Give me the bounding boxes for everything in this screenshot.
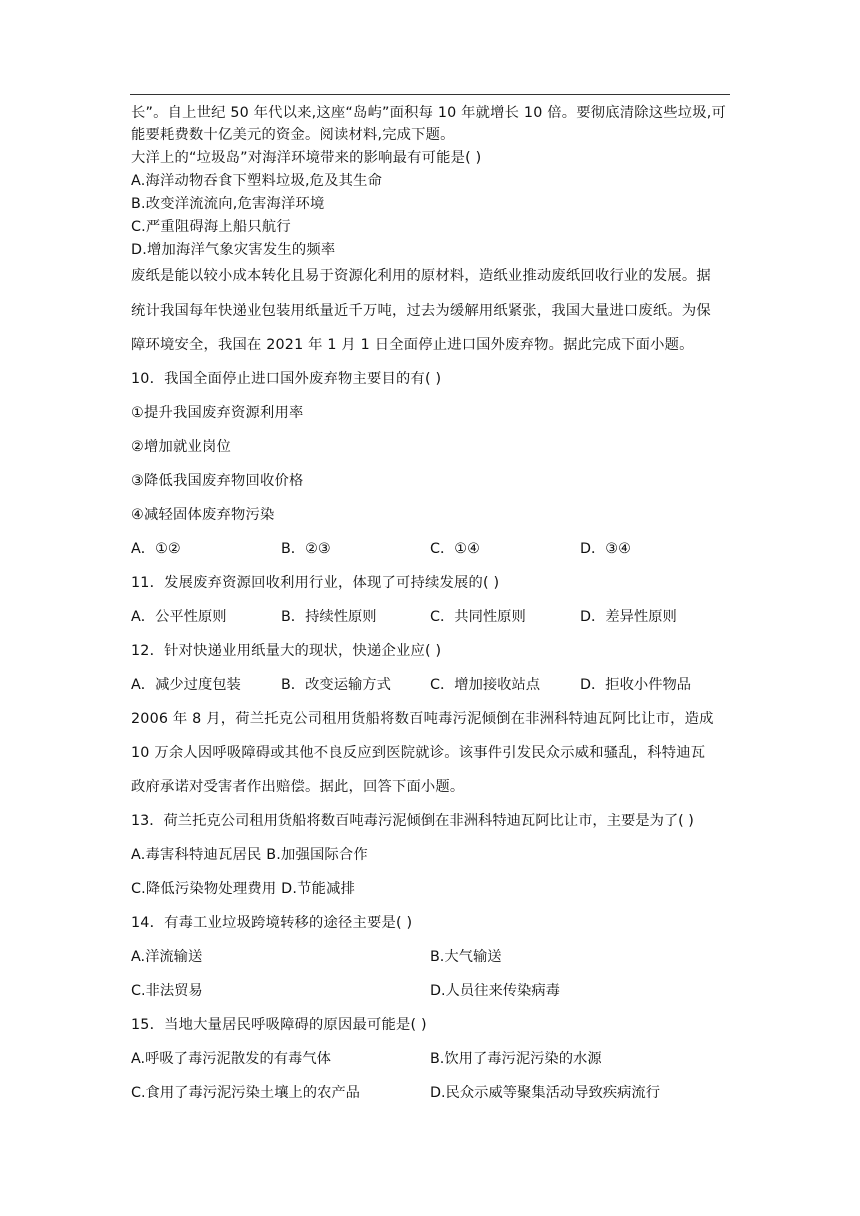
question-14-option-a: A.洋流输送 xyxy=(131,949,203,965)
question-10-option-a: A．①② xyxy=(131,541,181,557)
question-10-stem: 10．我国全面停止进口国外废弃物主要目的有( ) xyxy=(131,371,442,387)
question-10-item-3: ③降低我国废弃物回收价格 xyxy=(131,473,304,489)
question-12-stem: 12．针对快递业用纸量大的现状，快递企业应( ) xyxy=(131,643,442,659)
question-9-option-c: C.严重阻碍海上船只航行 xyxy=(131,219,291,235)
intro-line-2: 能要耗费数十亿美元的资金。阅读材料,完成下题。 xyxy=(131,127,455,143)
question-10-item-2: ②增加就业岗位 xyxy=(131,439,231,455)
question-11-option-a: A．公平性原则 xyxy=(131,609,227,625)
question-9-option-d: D.增加海洋气象灾害发生的频率 xyxy=(131,242,336,258)
question-12-option-d: D．拒收小件物品 xyxy=(580,677,692,693)
question-13-stem: 13．荷兰托克公司租用货船将数百吨毒污泥倾倒在非洲科特迪瓦阿比让市，主要是为了( ) xyxy=(131,813,694,829)
question-14-stem: 14．有毒工业垃圾跨境转移的途径主要是( ) xyxy=(131,915,413,931)
material-3-line-1: 2006 年 8 月，荷兰托克公司租用货船将数百吨毒污泥倾倒在非洲科特迪瓦阿比让市，造成 xyxy=(131,711,714,727)
question-14-option-d: D.人员往来传染病毒 xyxy=(430,983,560,999)
question-15-option-b: B.饮用了毒污泥污染的水源 xyxy=(430,1051,602,1067)
question-10-option-c: C．①④ xyxy=(430,541,480,557)
question-15-option-a: A.呼吸了毒污泥散发的有毒气体 xyxy=(131,1051,331,1067)
question-15-stem: 15．当地大量居民呼吸障碍的原因最可能是( ) xyxy=(131,1017,427,1033)
question-12-option-a: A．减少过度包装 xyxy=(131,677,241,693)
question-15-option-c: C.食用了毒污泥污染土壤上的农产品 xyxy=(131,1085,360,1101)
question-10-option-b: B．②③ xyxy=(281,541,331,557)
question-14-option-b: B.大气输送 xyxy=(430,949,502,965)
material-3-line-3: 政府承诺对受害者作出赔偿。据此，回答下面小题。 xyxy=(131,779,465,795)
question-9-option-b: B.改变洋流流向,危害海洋环境 xyxy=(131,196,325,212)
question-11-option-b: B．持续性原则 xyxy=(281,609,377,625)
question-14-option-c: C.非法贸易 xyxy=(131,983,203,999)
question-10-option-d: D．③④ xyxy=(580,541,631,557)
intro-line-1: 长”。自上世纪 50 年代以来,这座“岛屿”面积每 10 年就增长 10 倍。要彻底清除这些垃圾,可 xyxy=(131,105,726,121)
question-11-option-c: C．共同性原则 xyxy=(430,609,526,625)
question-10-item-4: ④减轻固体废弃物污染 xyxy=(131,507,275,523)
material-2-line-1: 废纸是能以较小成本转化且易于资源化利用的原材料，造纸业推动废纸回收行业的发展。据 xyxy=(131,268,711,284)
question-12-option-b: B．改变运输方式 xyxy=(281,677,391,693)
material-2-line-3: 障环境安全，我国在 2021 年 1 月 1 日全面停止进口国外废弃物。据此完成下面小题。 xyxy=(131,337,694,353)
question-13-options-line-2: C.降低污染物处理费用 D.节能减排 xyxy=(131,881,356,897)
question-11-stem: 11．发展废弃资源回收利用行业，体现了可持续发展的( ) xyxy=(131,575,500,591)
question-9-stem: 大洋上的“垃圾岛”对海洋环境带来的影响最有可能是( ) xyxy=(131,150,482,166)
question-9-option-a: A.海洋动物吞食下塑料垃圾,危及其生命 xyxy=(131,173,383,189)
material-2-line-2: 统计我国每年快递业包装用纸量近千万吨，过去为缓解用纸紧张，我国大量进口废纸。为保 xyxy=(131,303,711,319)
header-rule xyxy=(130,94,730,95)
material-3-line-2: 10 万余人因呼吸障碍或其他不良反应到医院就诊。该事件引发民众示威和骚乱，科特迪瓦 xyxy=(131,745,706,761)
question-12-option-c: C．增加接收站点 xyxy=(430,677,541,693)
question-15-option-d: D.民众示威等聚集活动导致疾病流行 xyxy=(430,1085,661,1101)
question-13-options-line-1: A.毒害科特迪瓦居民 B.加强国际合作 xyxy=(131,847,368,863)
question-11-option-d: D．差异性原则 xyxy=(580,609,677,625)
question-10-item-1: ①提升我国废弃资源利用率 xyxy=(131,405,304,421)
